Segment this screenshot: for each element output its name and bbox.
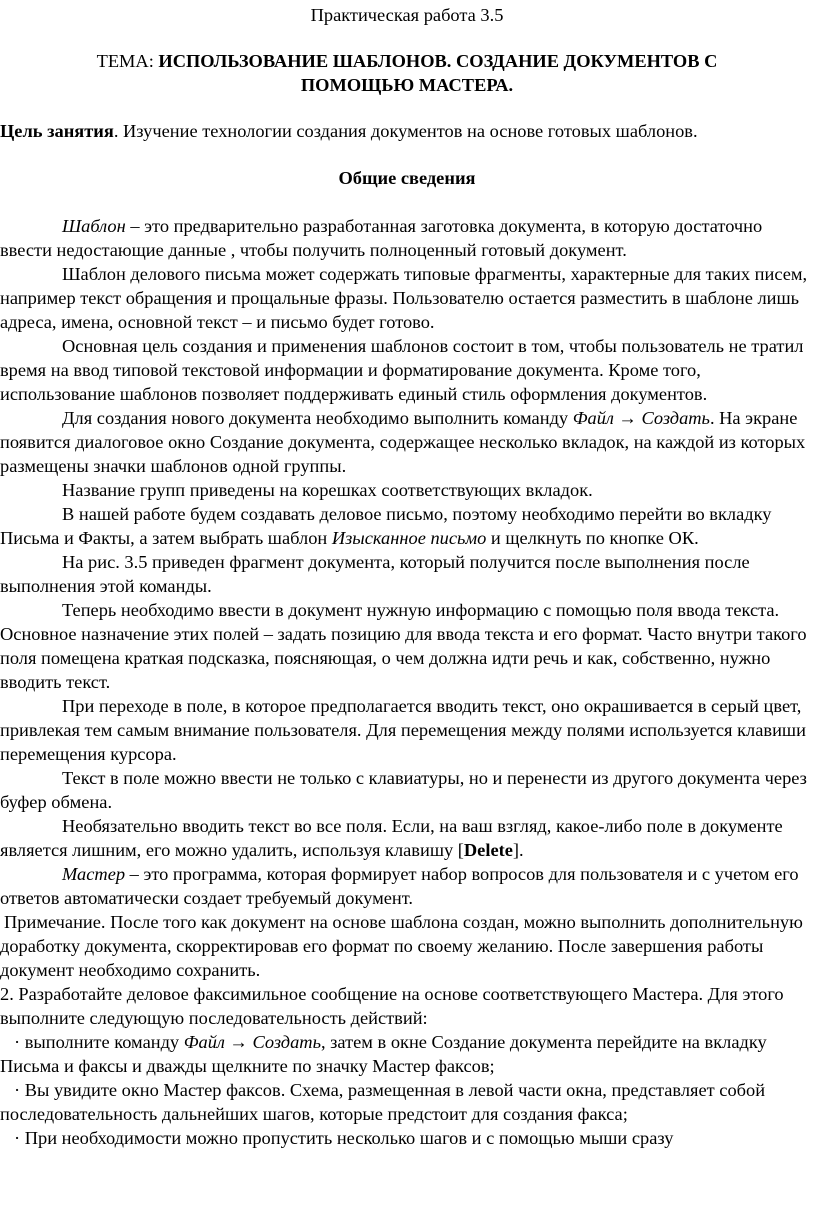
goal-text: . Изучение технологии создания документов на основе готовых шаблонов. bbox=[113, 121, 698, 141]
template-name: Изысканное письмо bbox=[331, 528, 487, 548]
term-template: Шаблон bbox=[62, 216, 126, 236]
section-title: Общие сведения bbox=[338, 168, 476, 188]
goal-label: Цель занятия bbox=[0, 121, 114, 141]
paragraph-business-letter: Шаблон делового письма может содержать типовые фрагменты, характерные для таких писем, например текст обращения и прощальные фразы. Пользователю остается разместить в шаблоне лишь адреса, имена, основной текст – и письмо будет готово. bbox=[0, 264, 808, 332]
paragraph-clipboard: Текст в поле можно ввести не только с клавиатуры, но и перенести из другого документа через буфер обмена. bbox=[0, 768, 807, 812]
note-paragraph: Примечание. После того как документ на основе шаблона создан, можно выполнить дополнительную доработку документа, скорректировав его формат по своему желанию. После завершения работы документ необходимо сохранить. bbox=[0, 912, 803, 980]
topic-text-line1: ИСПОЛЬЗОВАНИЕ ШАБЛОНОВ. СОЗДАНИЕ ДОКУМЕНТОВ С bbox=[158, 51, 718, 71]
paragraph-group-names: Название групп приведены на корешках соответствующих вкладок. bbox=[62, 480, 593, 500]
step-2: · Вы увидите окно Мастер факсов. Схема, размещенная в левой части окна, представляет собой последовательность дальнейших шагов, которые предстоит для создания факса; bbox=[0, 1080, 766, 1124]
paragraph-field-highlight: При переходе в поле, в которое предполагается вводить текст, оно окрашивается в серый цвет, привлекая тем самым внимание пользователя. Для перемещения между полями используется клавиши перемещения курсора. bbox=[0, 696, 806, 764]
task-2: 2. Разработайте деловое факсимильное сообщение на основе соответствующего Мастера. Для этого выполните следующую последовательность действий: bbox=[0, 984, 784, 1028]
document-title: Практическая работа 3.5 bbox=[310, 5, 504, 25]
paragraph-delete-field: Необязательно вводить текст во все поля. Если, на ваш взгляд, какое-либо поле в документе является лишним, его можно удалить, используя клавишу [Delete]. bbox=[0, 816, 783, 860]
step-3: · При необходимости можно пропустить несколько шагов и с помощью мыши сразу bbox=[14, 1128, 674, 1148]
paragraph-business-letter-task: В нашей работе будем создавать деловое письмо, поэтому необходимо перейти во вкладку Письма и Факты, а затем выбрать шаблон Изысканное письмо и щелкнуть по кнопке ОК. bbox=[0, 504, 772, 548]
lesson-goal bbox=[0, 119, 814, 143]
command-file-create-2: Файл → Создать bbox=[183, 1032, 321, 1052]
command-file-create: Файл → Создать bbox=[572, 408, 710, 428]
term-wizard: Мастер bbox=[62, 864, 126, 884]
topic-text-line2: ПОМОЩЬЮ МАСТЕРА. bbox=[300, 75, 514, 95]
paragraph-template-definition: Шаблон – это предварительно разработанная заготовка документа, в которую достаточно ввести недостающие данные , чтобы получить полноценный готовый документ. bbox=[0, 216, 763, 260]
paragraph-figure-ref: На рис. 3.5 приведен фрагмент документа, который получится после выполнения после выполнения этой команды. bbox=[0, 552, 750, 596]
topic-heading bbox=[0, 49, 814, 97]
paragraph-create-document: Для создания нового документа необходимо выполнить команду Файл → Создать. На экране появится диалоговое окно Создание документа, содержащее несколько вкладок, на каждой из которых размещены значки шаблонов одной группы. bbox=[0, 408, 806, 476]
delete-key: Delete bbox=[463, 840, 513, 860]
step-1: · выполните команду Файл → Создать, затем в окне Создание документа перейдите на вкладку Письма и факсы и дважды щелкните по значку Мастер факсов; bbox=[0, 1032, 767, 1076]
paragraph-wizard-definition: Мастер – это программа, которая формирует набор вопросов для пользователя и с учетом его ответов автоматически создает требуемый документ. bbox=[0, 864, 799, 908]
topic-label: ТЕМА: bbox=[96, 51, 159, 71]
paragraph-main-goal: Основная цель создания и применения шаблонов состоит в том, чтобы пользователь не тратил время на ввод типовой текстовой информации и форматирование документа. Кроме того, использование шаблонов позволяет поддерживать единый стиль оформления документов. bbox=[0, 336, 804, 404]
paragraph-input-fields: Теперь необходимо ввести в документ нужную информацию с помощью поля ввода текста. Основное назначение этих полей – задать позицию для ввода текста и его формат. Часто внутри такого поля помещена краткая подсказка, поясняющая, о чем должна идти речь и как, собственно, нужно вводить текст. bbox=[0, 600, 807, 692]
